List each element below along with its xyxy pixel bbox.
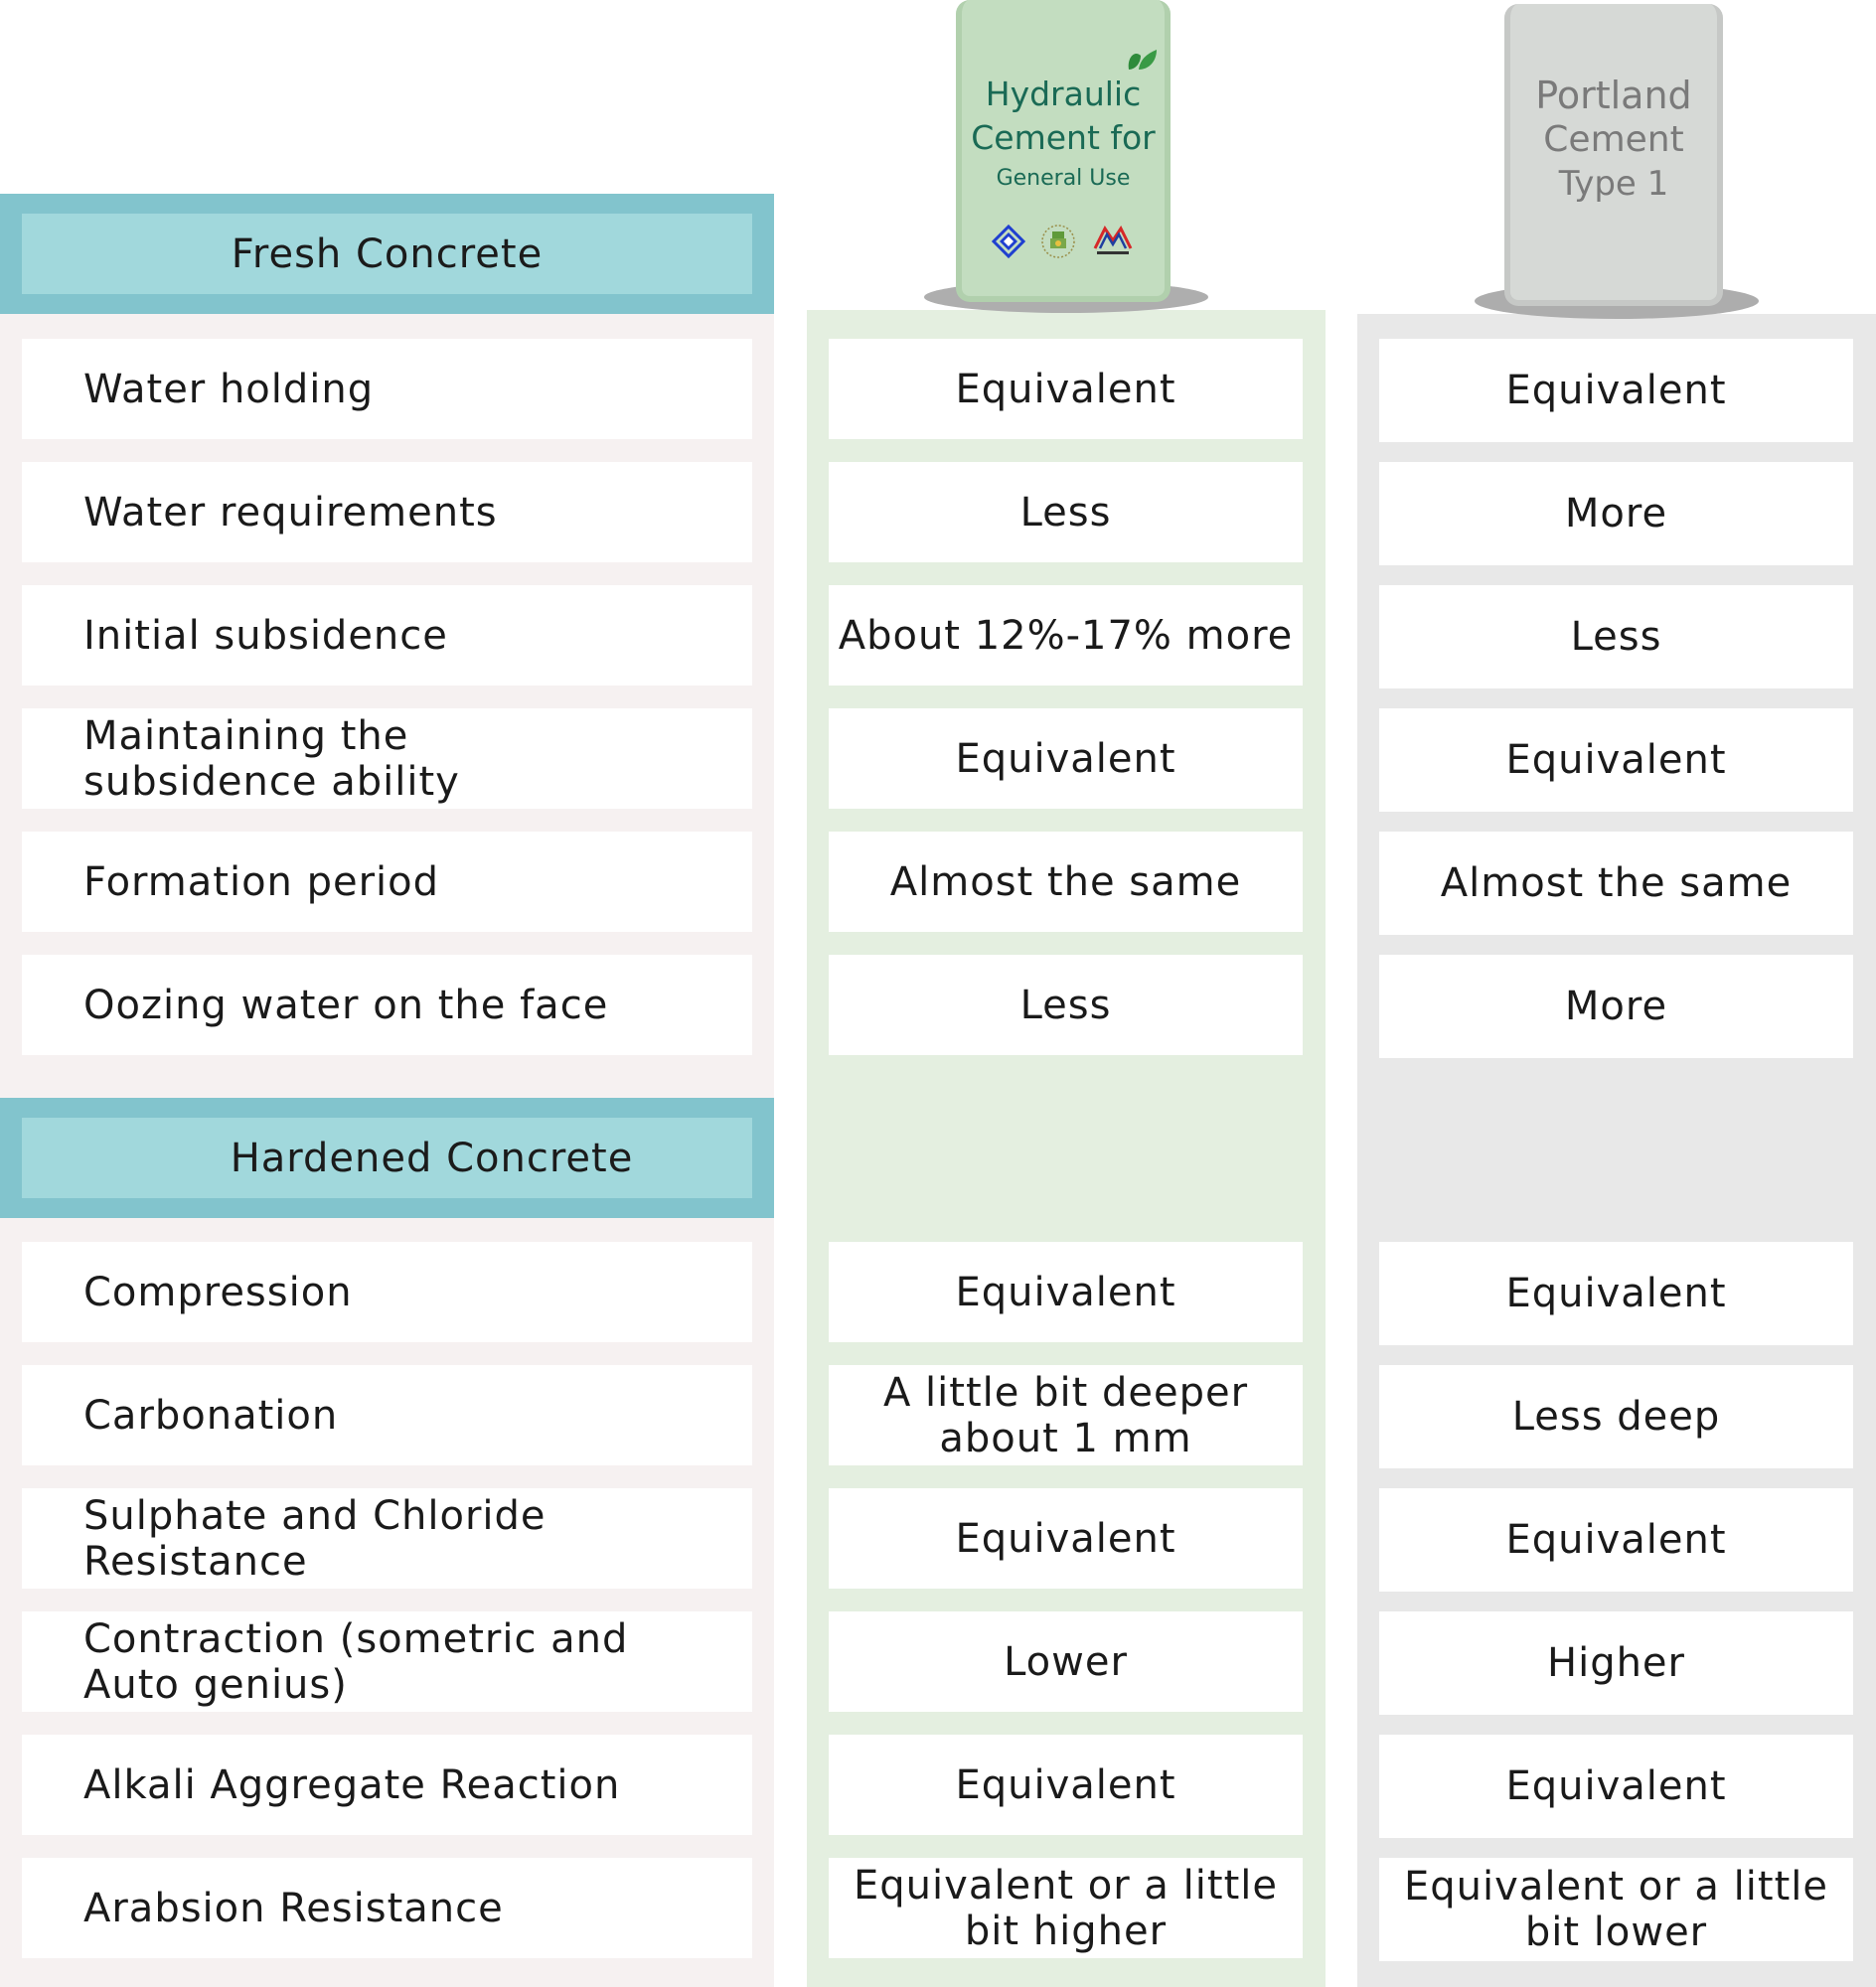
hydraulic-value: [829, 1242, 1303, 1342]
portland-value: [1379, 955, 1853, 1058]
portland-value-text: Equivalent: [1505, 1271, 1727, 1316]
portland-value: [1379, 339, 1853, 442]
hydraulic-value: [829, 1365, 1303, 1465]
hydraulic-value-text: A little bit deeper about 1 mm: [882, 1369, 1249, 1461]
portland-value: [1379, 462, 1853, 565]
row-label-text: Maintaining the subsidence ability: [83, 712, 460, 805]
hydraulic-value-text: Equivalent: [955, 1761, 1176, 1808]
row-label-text: Water holding: [83, 366, 375, 412]
row-label-text: Formation period: [83, 858, 440, 905]
row-label: [22, 1611, 752, 1712]
row-label: [22, 1365, 752, 1465]
portland-value: [1379, 832, 1853, 935]
hydraulic-cement-bag: [956, 0, 1171, 302]
portland-value: [1379, 1611, 1853, 1715]
hydraulic-value-text: Equivalent: [955, 1515, 1176, 1562]
hydraulic-value: [829, 462, 1303, 562]
row-label: [22, 1735, 752, 1835]
portland-value-text: More: [1564, 491, 1668, 536]
portland-value-text: Less: [1570, 614, 1662, 660]
hydraulic-value: [829, 832, 1303, 932]
portland-value: [1379, 1858, 1853, 1961]
certification-diamond-icon: [992, 225, 1025, 258]
portland-value-text: Equivalent: [1505, 737, 1727, 783]
row-label-text: Sulphate and Chloride Resistance: [83, 1492, 547, 1585]
portland-value-text: Equivalent or a little bit lower: [1404, 1864, 1828, 1955]
row-label: [22, 339, 752, 439]
hydraulic-value: [829, 1611, 1303, 1712]
portland-bag-title-line2: Cement: [1543, 119, 1684, 160]
row-label: [22, 462, 752, 562]
portland-value-text: Equivalent: [1505, 1517, 1727, 1563]
portland-value-text: Equivalent: [1505, 368, 1727, 413]
hydraulic-bag-subtitle: General Use: [996, 166, 1131, 191]
hydraulic-bag-title-line2: Cement for: [971, 118, 1156, 157]
portland-value: [1379, 1735, 1853, 1838]
portland-bag-title-line3: Type 1: [1558, 164, 1669, 204]
row-label-text: Compression: [83, 1269, 353, 1315]
government-seal-icon: [1039, 223, 1077, 260]
leaf-icon: [1125, 44, 1159, 74]
hydraulic-value: [829, 1735, 1303, 1835]
row-label-text: Oozing water on the face: [83, 982, 609, 1028]
row-label-text: Contraction (sometric and Auto genius): [83, 1615, 629, 1708]
portland-bag-title-line1: Portland: [1535, 74, 1692, 117]
hydraulic-bag-title-line1: Hydraulic: [985, 75, 1142, 113]
portland-value-text: Less deep: [1511, 1394, 1721, 1440]
portland-cement-bag: [1504, 4, 1723, 306]
row-label: [22, 585, 752, 686]
portland-value-text: Almost the same: [1440, 860, 1793, 906]
row-label: [22, 955, 752, 1055]
made-in-thailand-icon: [1091, 225, 1135, 258]
portland-value: [1379, 1488, 1853, 1592]
fresh-concrete-header: [0, 194, 774, 314]
fresh-concrete-title: Fresh Concrete: [22, 214, 752, 294]
hydraulic-value-text: Lower: [1004, 1638, 1128, 1685]
hydraulic-value-text: Equivalent: [955, 1269, 1176, 1315]
row-label-text: Initial subsidence: [83, 612, 448, 659]
portland-value-text: Higher: [1547, 1640, 1685, 1686]
hydraulic-value: [829, 1488, 1303, 1589]
portland-value: [1379, 708, 1853, 812]
hydraulic-value-text: Less: [1019, 489, 1112, 535]
hydraulic-value: [829, 708, 1303, 809]
hydraulic-value-text: Less: [1019, 982, 1112, 1028]
row-label-text: Arabsion Resistance: [83, 1885, 504, 1931]
certification-logos: [992, 223, 1135, 260]
hardened-concrete-title: Hardened Concrete: [22, 1118, 752, 1198]
row-label: [22, 1858, 752, 1958]
portland-value-text: Equivalent: [1505, 1763, 1727, 1809]
hydraulic-value-text: Equivalent: [955, 366, 1176, 412]
hydraulic-value: [829, 339, 1303, 439]
row-label-text: Water requirements: [83, 489, 498, 535]
row-label: [22, 708, 752, 809]
portland-value: [1379, 1365, 1853, 1468]
row-label: [22, 1488, 752, 1589]
row-label-text: Alkali Aggregate Reaction: [83, 1761, 621, 1808]
hydraulic-value-text: Equivalent or a little bit higher: [854, 1862, 1278, 1954]
row-label-text: Carbonation: [83, 1392, 339, 1439]
row-label: [22, 1242, 752, 1342]
portland-value: [1379, 585, 1853, 688]
portland-value-text: More: [1564, 984, 1668, 1029]
hydraulic-value-text: About 12%-17% more: [838, 612, 1294, 659]
hydraulic-value: [829, 955, 1303, 1055]
hydraulic-value: [829, 1858, 1303, 1958]
hydraulic-value-text: Almost the same: [889, 858, 1242, 905]
hydraulic-value: [829, 585, 1303, 686]
hydraulic-value-text: Equivalent: [955, 735, 1176, 782]
hardened-concrete-header: [0, 1098, 774, 1218]
portland-value: [1379, 1242, 1853, 1345]
row-label: [22, 832, 752, 932]
